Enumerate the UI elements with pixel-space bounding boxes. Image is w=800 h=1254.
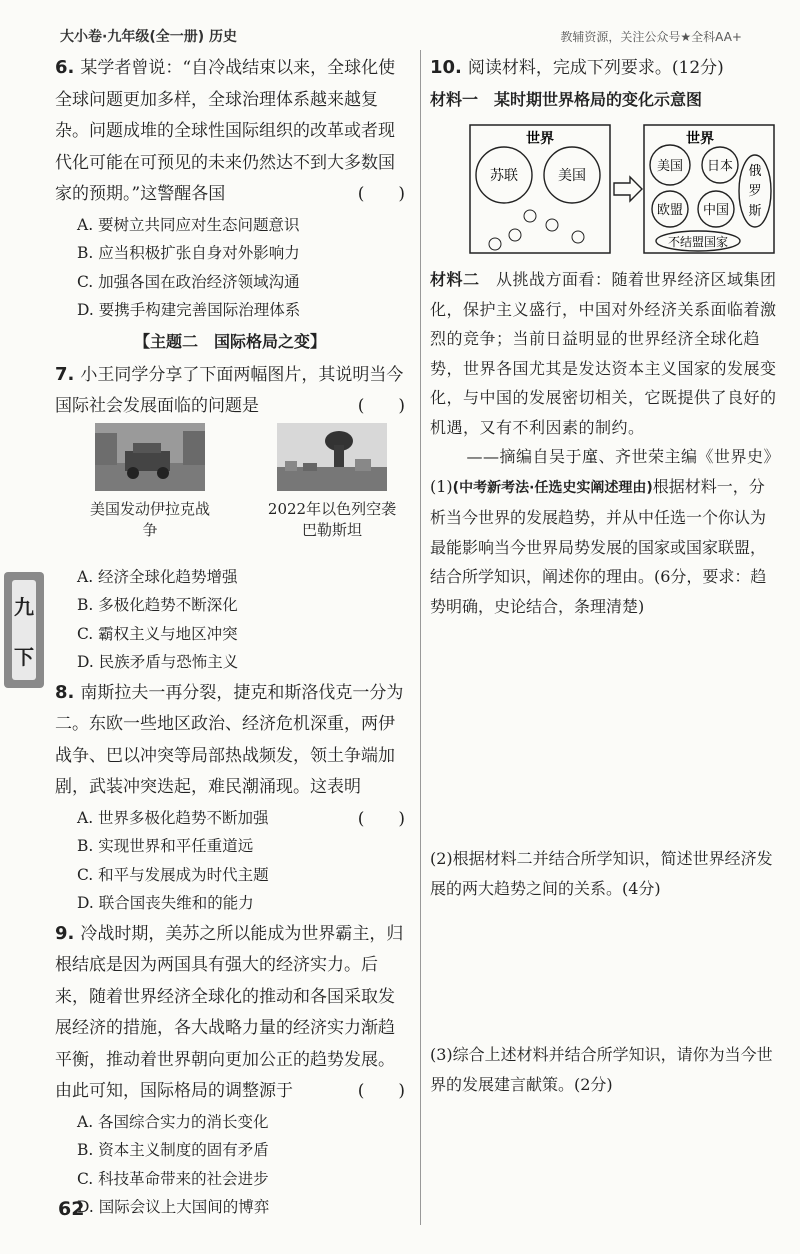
q6-option-a: A. 要树立共同应对生态问题意识	[77, 215, 300, 234]
ussr-label: 苏联	[490, 167, 518, 184]
left-column	[55, 52, 405, 1222]
question-8-stem: 8. 南斯拉夫一再分裂，捷克和斯洛伐克一分为二。东欧一些地区政治、经济危机深重，两伊战争、巴以冲突等局部热战频发，领土争端加剧，武装冲突迭起，难民潮涌现。这表明 ( )	[55, 681, 405, 829]
section-title-theme2: 【主题二 国际格局之变】	[133, 331, 326, 351]
side-tab-char-2: 下	[14, 644, 34, 669]
right-column	[430, 52, 780, 1094]
small-circle	[546, 219, 558, 231]
usa-label-left: 美国	[558, 167, 586, 184]
small-circle	[489, 238, 501, 250]
q10-sub2: (2)根据材料二并结合所学知识，简述世界经济发展的两大趋势之间的关系。(4分)	[430, 849, 773, 898]
q9-option-b: B. 资本主义制度的固有矛盾	[77, 1141, 269, 1159]
question-10-stem: 10. 阅读材料，完成下列要求。(12分)	[430, 57, 724, 78]
russia-label-3: 斯	[748, 203, 762, 219]
q7-caption-2: 2022年以色列空袭巴勒斯坦	[267, 499, 397, 539]
china-label: 中国	[702, 202, 730, 218]
q10-sub1: (1)(中考新考法·任选史实阐述理由)根据材料一，分析当今世界的发展趋势，并从中任选一个你认为最能影响当今世界局势发展的国家或国家联盟，结合所学知识，阐述你的理由。(6分，要求：趋势明确，史论结合，条理清楚)	[430, 476, 767, 616]
russia-label-2: 罗	[748, 183, 762, 199]
q8-option-b: B. 实现世界和平任重道远	[77, 837, 254, 855]
q9-option-c: C. 科技革命带来的社会进步	[77, 1169, 269, 1188]
q9-option-a: A. 各国综合实力的消长变化	[77, 1112, 269, 1131]
material-2: 材料二 从挑战方面看：随着世界经济区域集团化，保护主义盛行，中国对外经济关系面临着激烈的竞争；当前日益明显的世界经济全球化趋势，世界各国尤其是发达资本主义国家的发展变化，与中国的发展密切相关，它既提供了良好的机遇，又有不利因素的制约。	[430, 269, 777, 437]
question-6-stem: 6. 某学者曾说：“自冷战结束以来，全球化使全球问题更加多样，全球治理体系越来越复杂。问题成堆的全球性国际组织的改革或者现代化可能在可预见的未来仍然达不到大多数国家的预期。”这警醒各国 ( )	[55, 57, 405, 204]
q10-sub3: (3)综合上述材料并结合所学知识，请你为当今世界的发展建言献策。(2分)	[430, 1045, 773, 1094]
right-world-title: 世界	[686, 130, 714, 147]
eu-label: 欧盟	[656, 202, 684, 218]
q7-option-a: A. 经济全球化趋势增强	[77, 567, 238, 586]
iraq-war-photo	[95, 423, 205, 491]
grade-side-tab	[4, 572, 44, 688]
side-tab-char-1: 九	[14, 594, 34, 619]
material-1-title: 材料一 某时期世界格局的变化示意图	[430, 89, 703, 109]
usa-label-right: 美国	[656, 158, 684, 174]
left-world-title: 世界	[526, 130, 554, 147]
q7-photos	[55, 423, 405, 563]
q7-option-d: D. 民族矛盾与恐怖主义	[77, 653, 239, 671]
q7-option-c: C. 霸权主义与地区冲突	[77, 624, 238, 643]
q7-option-b: B. 多极化趋势不断深化	[77, 596, 238, 614]
q8-option-c: C. 和平与发展成为时代主题	[77, 865, 269, 884]
small-circle	[572, 231, 584, 243]
non-aligned-label: 不结盟国家	[667, 234, 729, 249]
world-pattern-diagram	[430, 119, 780, 259]
q6-option-b: B. 应当积极扩张自身对外影响力	[77, 244, 300, 262]
q8-option-a: A. 世界多极化趋势不断加强	[77, 808, 269, 827]
japan-label: 日本	[706, 158, 734, 174]
column-divider	[420, 50, 421, 1225]
arrow-icon	[614, 177, 642, 201]
page-number: 62	[58, 1198, 85, 1220]
question-7-stem: 7. 小王同学分享了下面两幅图片，其说明当今国际社会发展面临的问题是 ( )	[55, 363, 405, 416]
header-title: 大小卷·九年级(全一册) 历史	[60, 29, 237, 45]
q6-option-c: C. 加强各国在政治经济领域沟通	[77, 272, 300, 291]
small-circle	[524, 210, 536, 222]
airstrike-photo	[277, 423, 387, 491]
q9-option-d: D. 国际会议上大国间的博弈	[77, 1198, 270, 1216]
q8-option-d: D. 联合国丧失维和的能力	[77, 894, 254, 912]
q7-caption-1: 美国发动伊拉克战争	[89, 499, 210, 539]
header-promo: 教辅资源，关注公众号★全科AA+	[560, 30, 742, 44]
q6-option-d: D. 要携手构建完善国际治理体系	[77, 301, 301, 319]
small-circle	[509, 229, 521, 241]
question-9-stem: 9. 冷战时期，美苏之所以能成为世界霸主，归根结底是因为两国具有强大的经济实力。后来，随着世界经济全球化的推动和各国采取发展经济的措施，各大战略力量的经济实力渐趋平衡，推动着世界朝向更加公正的趋势发展。由此可知，国际格局的调整源于 ( )	[55, 922, 405, 1101]
russia-label-1: 俄	[748, 163, 762, 179]
material-2-source: ——摘编自吴于廑、齐世荣主编《世界史》	[466, 447, 780, 466]
